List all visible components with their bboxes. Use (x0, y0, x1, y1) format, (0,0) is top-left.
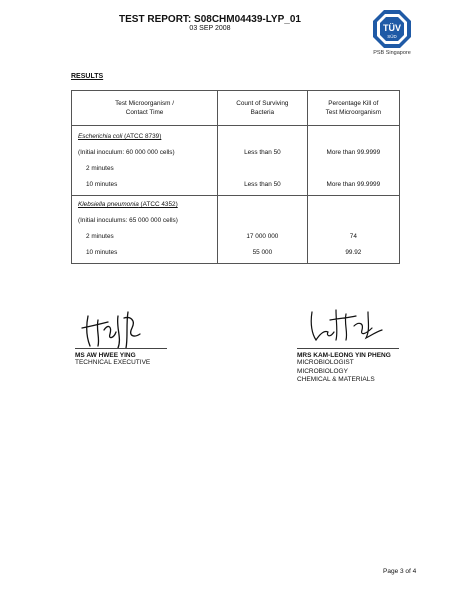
signatory-name: MS AW HWEE YING (75, 352, 136, 359)
inoculum-text: (Initial inoculums: 65 000 000 cells) (78, 217, 178, 224)
organism-cell (72, 126, 218, 196)
organism-strain: (ATCC 4352) (138, 201, 178, 208)
percentage-kill: More than 99.9999 (326, 149, 381, 156)
header-kill (307, 91, 399, 126)
signature-line (75, 348, 167, 349)
percentage-kill: 74 (349, 233, 357, 240)
signatory-title: TECHNICAL EXECUTIVE (75, 359, 151, 366)
handwritten-signature-icon (306, 306, 386, 346)
results-heading: RESULTS (71, 73, 104, 80)
inoculum-text: (Initial inoculum: 60 000 000 cells) (78, 149, 175, 156)
organism-strain: (ATCC 8739) (122, 133, 162, 140)
contact-time: 2 minutes (86, 233, 114, 240)
handwritten-signature-icon (78, 308, 148, 350)
header-line: Percentage Kill of (328, 100, 379, 107)
signatory-division: CHEMICAL & MATERIALS (297, 376, 375, 383)
table-row (72, 126, 400, 196)
organism-name: Escherichia coli (78, 133, 123, 140)
results-table (71, 90, 400, 264)
contact-time: 2 minutes (86, 165, 114, 172)
report-date: 03 SEP 2008 (189, 25, 231, 32)
percentage-kill: 99.92 (345, 249, 362, 256)
signatory-title: MICROBIOLOGIST (297, 359, 354, 366)
organism-title (72, 129, 217, 145)
count-cell (218, 126, 308, 196)
signature-2 (306, 306, 386, 351)
table-row (72, 196, 400, 264)
table-header-row (72, 91, 400, 126)
header-organism (72, 91, 218, 126)
contact-time: 10 minutes (86, 249, 118, 256)
signatory-name: MRS KAM-LEONG YIN PHENG (297, 352, 391, 359)
page-number: Page 3 of 4 (383, 568, 417, 575)
kill-cell (307, 126, 399, 196)
count-cell (218, 196, 308, 264)
header-line: Count of Surviving (236, 100, 289, 107)
header-count (218, 91, 308, 126)
kill-cell (307, 196, 399, 264)
signatory-block-2 (297, 352, 391, 385)
logo-caption: PSB Singapore (373, 50, 411, 56)
report-title: TEST REPORT: S08CHM04439-LYP_01 (119, 14, 301, 25)
percentage-kill: More than 99.9999 (326, 181, 381, 188)
header-line: Test Microorganism (325, 109, 382, 116)
header-line: Test Microorganism / (115, 100, 175, 107)
signatory-block-1 (75, 352, 150, 368)
surviving-count: Less than 50 (244, 149, 281, 156)
surviving-count: 17 000 000 (246, 233, 279, 240)
organism-name: Klebsiella pneumonia (78, 201, 139, 208)
signatory-department: MICROBIOLOGY (297, 367, 348, 375)
signature-line (297, 348, 399, 349)
header-line: Contact Time (125, 109, 164, 116)
surviving-count: Less than 50 (244, 181, 281, 188)
logo-text: TÜV (383, 23, 401, 33)
header-line: Bacteria (250, 109, 275, 116)
logo-subtext: SÜD (387, 34, 397, 39)
organism-title (72, 197, 217, 213)
surviving-count: 55 000 (252, 249, 273, 256)
contact-time: 10 minutes (86, 181, 118, 188)
organism-cell (72, 196, 218, 264)
tuv-octagon-icon (372, 9, 412, 49)
